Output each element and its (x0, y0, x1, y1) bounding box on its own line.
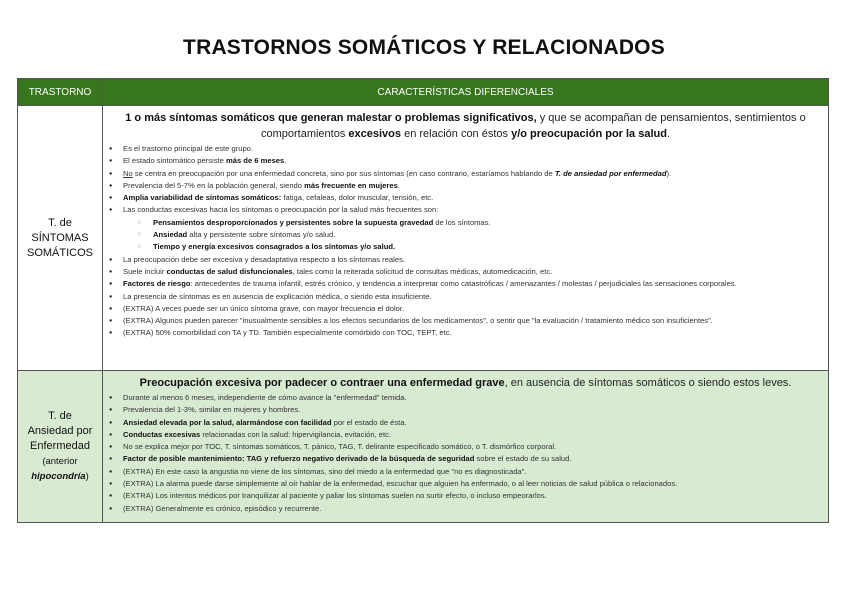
name-line: SÍNTOMAS (31, 231, 89, 244)
text-segment: sobre el estado de su salud. (474, 454, 572, 464)
text-segment: conductas de salud disfuncionales (166, 266, 293, 276)
text-segment: más frecuente en mujeres (304, 180, 398, 190)
text-segment: Factores de riesgo (123, 279, 191, 289)
text-segment: Es el trastorno principal de este grupo. (123, 144, 254, 153)
bullet-list (107, 143, 824, 340)
name-line: Enfermedad (30, 440, 90, 452)
text-segment: Prevalencia del 1-3%, similar en mujeres y hombres. (123, 405, 301, 415)
text-segment: Amplia variabilidad de síntomas somáticos: (123, 193, 282, 203)
disorder-name (18, 106, 103, 371)
bullet-item (107, 490, 824, 502)
bullet-list (107, 392, 824, 515)
text-segment: de los síntomas. (433, 217, 491, 227)
disorders-table (17, 78, 829, 523)
bullet-item (107, 303, 824, 315)
text-segment: Las conductas excesivas hacia los síntomas o preocupación por la salud más frecuentes son: (123, 205, 439, 215)
former-term: hipocondría (31, 471, 86, 482)
text-segment: . (666, 128, 671, 140)
text-segment: excesivos (348, 128, 402, 140)
bullet-item (107, 204, 824, 216)
text-segment: Prevalencia del 5-7% en la población general, siendo (123, 180, 305, 190)
text-segment: Factor de posible mantenimiento: TAG y refuerzo negativo derivado de la búsqueda de seguridad (123, 454, 475, 464)
text-segment: Suele incluir (123, 266, 167, 276)
page-title: TRASTORNOS SOMÁTICOS Y RELACIONADOS (183, 36, 665, 59)
bullet-item (107, 254, 824, 266)
text-segment: No se explica mejor por TOC, T. síntomas somáticos, T. pánico, TAG, T. delirante especificado somático, o T. dismórfico corporal. (123, 442, 557, 452)
text-segment: ). (666, 168, 672, 178)
bullet-item (107, 315, 824, 327)
bullet-item (107, 278, 824, 290)
name-line: SOMÁTICOS (26, 246, 93, 259)
text-segment: (EXTRA) 50% comorbilidad con TA y TD. También especialmente comórbido con TOC, TEPT, etc. (123, 328, 452, 338)
text-segment: : antecedentes de trauma infantil, estrés crónico, y tendencia a interpretar como catastróficas / amenazantes / molestas / perjudiciales las sensaciones corporales. (190, 279, 737, 289)
bullet-item (107, 503, 824, 515)
text-segment: más de 6 meses (226, 156, 285, 166)
bullet-item (107, 266, 824, 278)
text-segment: El estado sintomático persiste (123, 156, 226, 166)
table-row (18, 106, 829, 371)
bullet-item (107, 155, 824, 167)
text-segment: fatiga, cefaleas, dolor muscular, tensión, etc. (281, 193, 434, 203)
text-segment: y que se acompañan de pensamientos, sentimientos o comportamientos (260, 112, 806, 140)
headline (107, 108, 824, 143)
bullet-item (107, 192, 824, 204)
bullet-item (107, 466, 824, 478)
name-line: T. de (48, 410, 72, 422)
sub-bullet-item (107, 229, 824, 241)
bullet-item (107, 441, 824, 453)
text-segment: Ansiedad elevada por la salud, alarmándose con facilidad (123, 417, 332, 427)
text-segment: y/o preocupación por la salud (511, 128, 667, 140)
disorder-name (18, 371, 103, 523)
header-trastorno: TRASTORNO (18, 79, 103, 106)
text-segment: . (284, 156, 287, 166)
text-segment: se centra en preocupación por una enfermedad concreta, sino por sus síntomas (en caso contrario, estaríamos hablando de (132, 168, 555, 178)
text-segment: (EXTRA) A veces puede ser un único síntoma grave, con mayor frecuencia el dolor. (123, 303, 405, 313)
former-name (31, 456, 89, 482)
text-segment: Conductas excesivas (123, 429, 201, 439)
text-segment: en relación con éstos (401, 128, 512, 140)
table-header-row (18, 79, 829, 106)
bullet-item (107, 168, 824, 180)
header-caracteristicas: CARACTERÍSTICAS DIFERENCIALES (103, 79, 829, 106)
text-segment: Ansiedad (153, 230, 188, 240)
bullet-item (107, 404, 824, 416)
text-segment: (EXTRA) Los intentos médicos por tranquilizar al paciente y paliar los síntomas suelen no surtir efecto, o incluso empeorarlos. (123, 491, 547, 501)
text-segment: (EXTRA) Algunos pueden parecer "inusualmente sensibles a los efectos secundarios de los medicamentos", o sentir que "la evaluación / tratamiento médico son insuficientes". (123, 316, 713, 326)
bullet-item (107, 143, 824, 155)
text-segment: Preocupación excesiva por padecer o contraer una enfermedad grave (139, 377, 505, 389)
former-prefix: (anterior (42, 456, 78, 467)
bullet-item (107, 291, 824, 303)
sub-bullet-item (107, 241, 824, 253)
text-segment: T. de ansiedad por enfermedad (554, 168, 667, 178)
table-row (18, 371, 829, 523)
name-line: Ansiedad por (27, 425, 93, 437)
text-segment: No (123, 168, 133, 178)
text-segment: Tiempo y energía excesivos consagrados a los síntomas y/o salud. (153, 242, 396, 252)
text-segment: . (397, 180, 400, 190)
text-segment: La preocupación debe ser excesiva y desadaptativa respecto a los síntomas reales. (123, 254, 405, 264)
text-segment: (EXTRA) Generalmente es crónico, episódico y recurrente. (123, 503, 322, 513)
sub-bullet-item (107, 217, 824, 229)
bullet-item (107, 180, 824, 192)
bullet-item (107, 392, 824, 404)
bullet-item (107, 417, 824, 429)
text-segment: alta y persistente sobre síntomas y/o salud. (187, 230, 336, 240)
text-segment: Durante al menos 6 meses, independiente de cómo avance la "enfermedad" temida. (123, 393, 407, 402)
text-segment: (EXTRA) La alarma puede darse simplemente al oír hablar de la enfermedad, escuchar que alguien ha enfermado, o al leer noticias de salud pública o relacionados. (123, 479, 678, 489)
text-segment: (EXTRA) En este caso la angustia no viene de los síntomas, sino del miedo a la enfermedad que "no es diagnosticada". (123, 466, 527, 476)
characteristics-cell (103, 106, 829, 371)
text-segment: La presencia de síntomas es en ausencia de explicación médica, o siendo esta insuficiente. (123, 291, 432, 301)
text-segment: Pensamientos desproporcionados y persistentes sobre la supuesta gravedad (153, 217, 434, 227)
text-segment: relacionadas con la salud: hipervigilancia, evitación, etc. (200, 429, 392, 439)
bullet-item (107, 478, 824, 490)
former-suffix: ) (85, 471, 89, 482)
text-segment: , tales como la reiterada solicitud de consultas médicas, automedicación, etc. (292, 266, 553, 276)
text-segment: 1 o más síntomas somáticos que generan malestar o problemas significativos, (125, 112, 537, 124)
headline (107, 373, 824, 392)
bullet-item (107, 327, 824, 339)
name-line: T. de (48, 216, 72, 229)
text-segment: por el estado de ésta. (331, 417, 407, 427)
characteristics-cell (103, 371, 829, 523)
bullet-item (107, 453, 824, 465)
text-segment: , en ausencia de síntomas somáticos o siendo estos leves. (504, 377, 792, 389)
bullet-item (107, 429, 824, 441)
